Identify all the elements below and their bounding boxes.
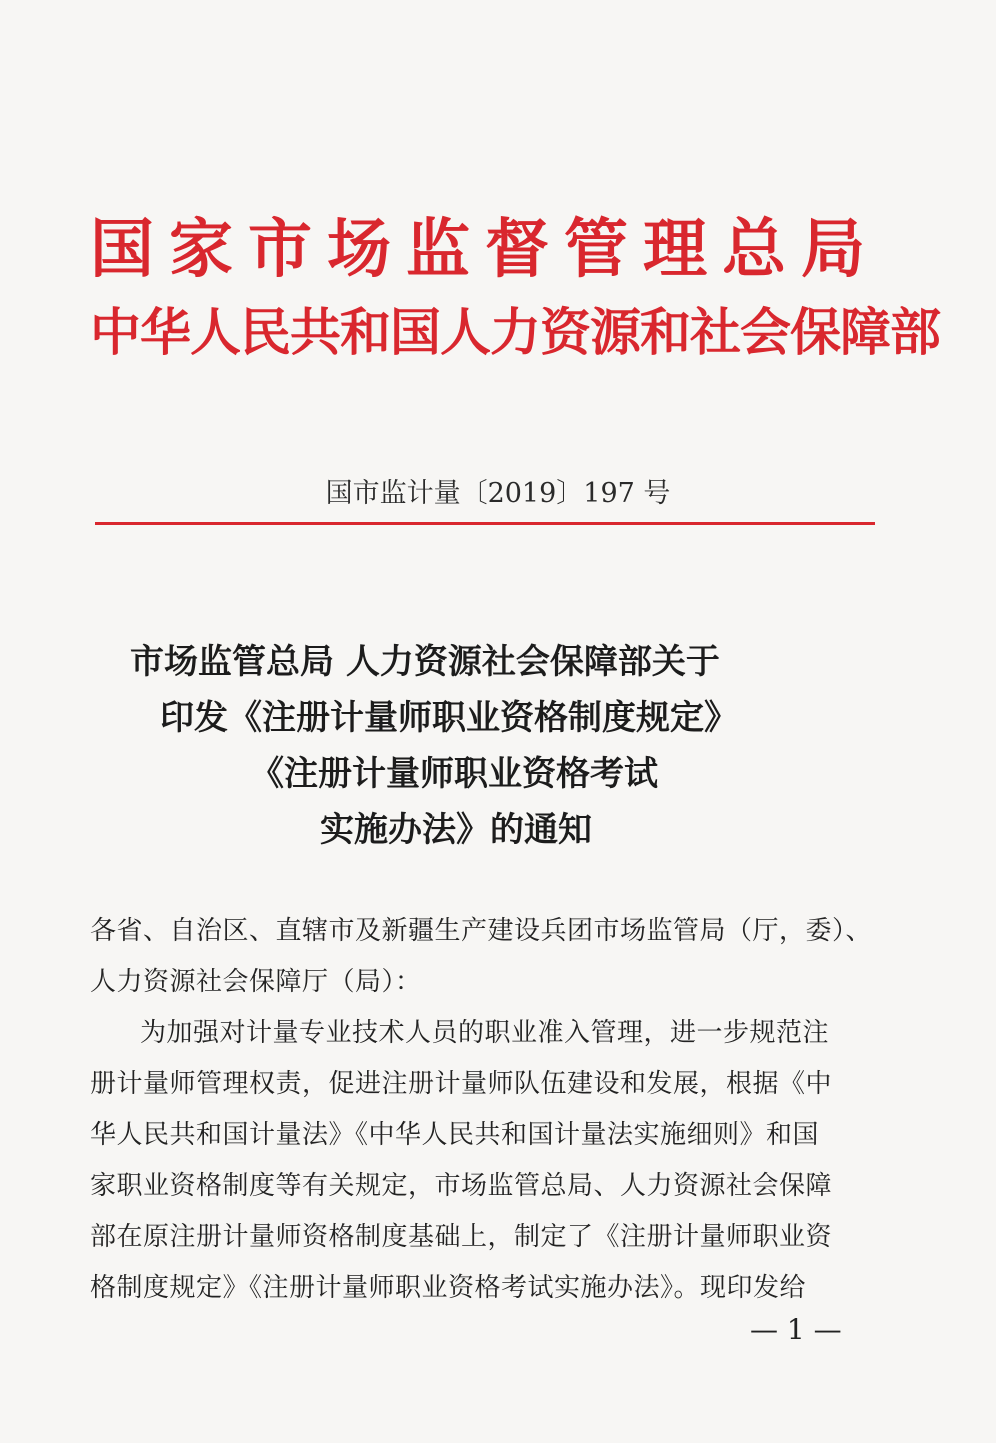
page-number: — 1 — [750,1313,842,1346]
title-line: 《注册计量师职业资格考试 [250,754,658,794]
paragraph-line: 格制度规定》《注册计量师职业资格考试实施办法》。现印发给 [90,1273,807,1303]
paragraph-line: 华人民共和国计量法》《中华人民共和国计量法实施细则》和国 [90,1120,820,1150]
issuer-line-2: 中华人民共和国人力资源和社会保障部 [90,303,941,363]
paragraph-line: 为加强对计量专业技术人员的职业准入管理，进一步规范注 [140,1018,830,1048]
paragraph-line: 册计量师管理权责，促进注册计量师队伍建设和发展，根据《中 [90,1069,833,1099]
document-title [0,634,996,858]
title-line: 印发《注册计量师职业资格制度规定》 [160,698,738,738]
title-line: 市场监管总局 人力资源社会保障部关于 [130,642,720,682]
paragraph-line: 部在原注册计量师资格制度基础上，制定了《注册计量师职业资 [90,1222,833,1252]
paragraph-line: 家职业资格制度等有关规定，市场监管总局、人力资源社会保障 [90,1171,833,1201]
salutation-line: 人力资源社会保障厅（局）： [90,967,422,997]
salutation-line: 各省、自治区、直辖市及新疆生产建设兵团市场监管局（厅，委）、 [90,916,873,946]
red-divider [95,522,875,525]
document-number: 国市监计量〔2019〕197 号 [325,478,671,509]
issuer-line-1: 国家市场监督管理总局 [90,212,880,287]
body-text [90,906,873,1314]
title-line: 实施办法》的通知 [320,810,592,850]
